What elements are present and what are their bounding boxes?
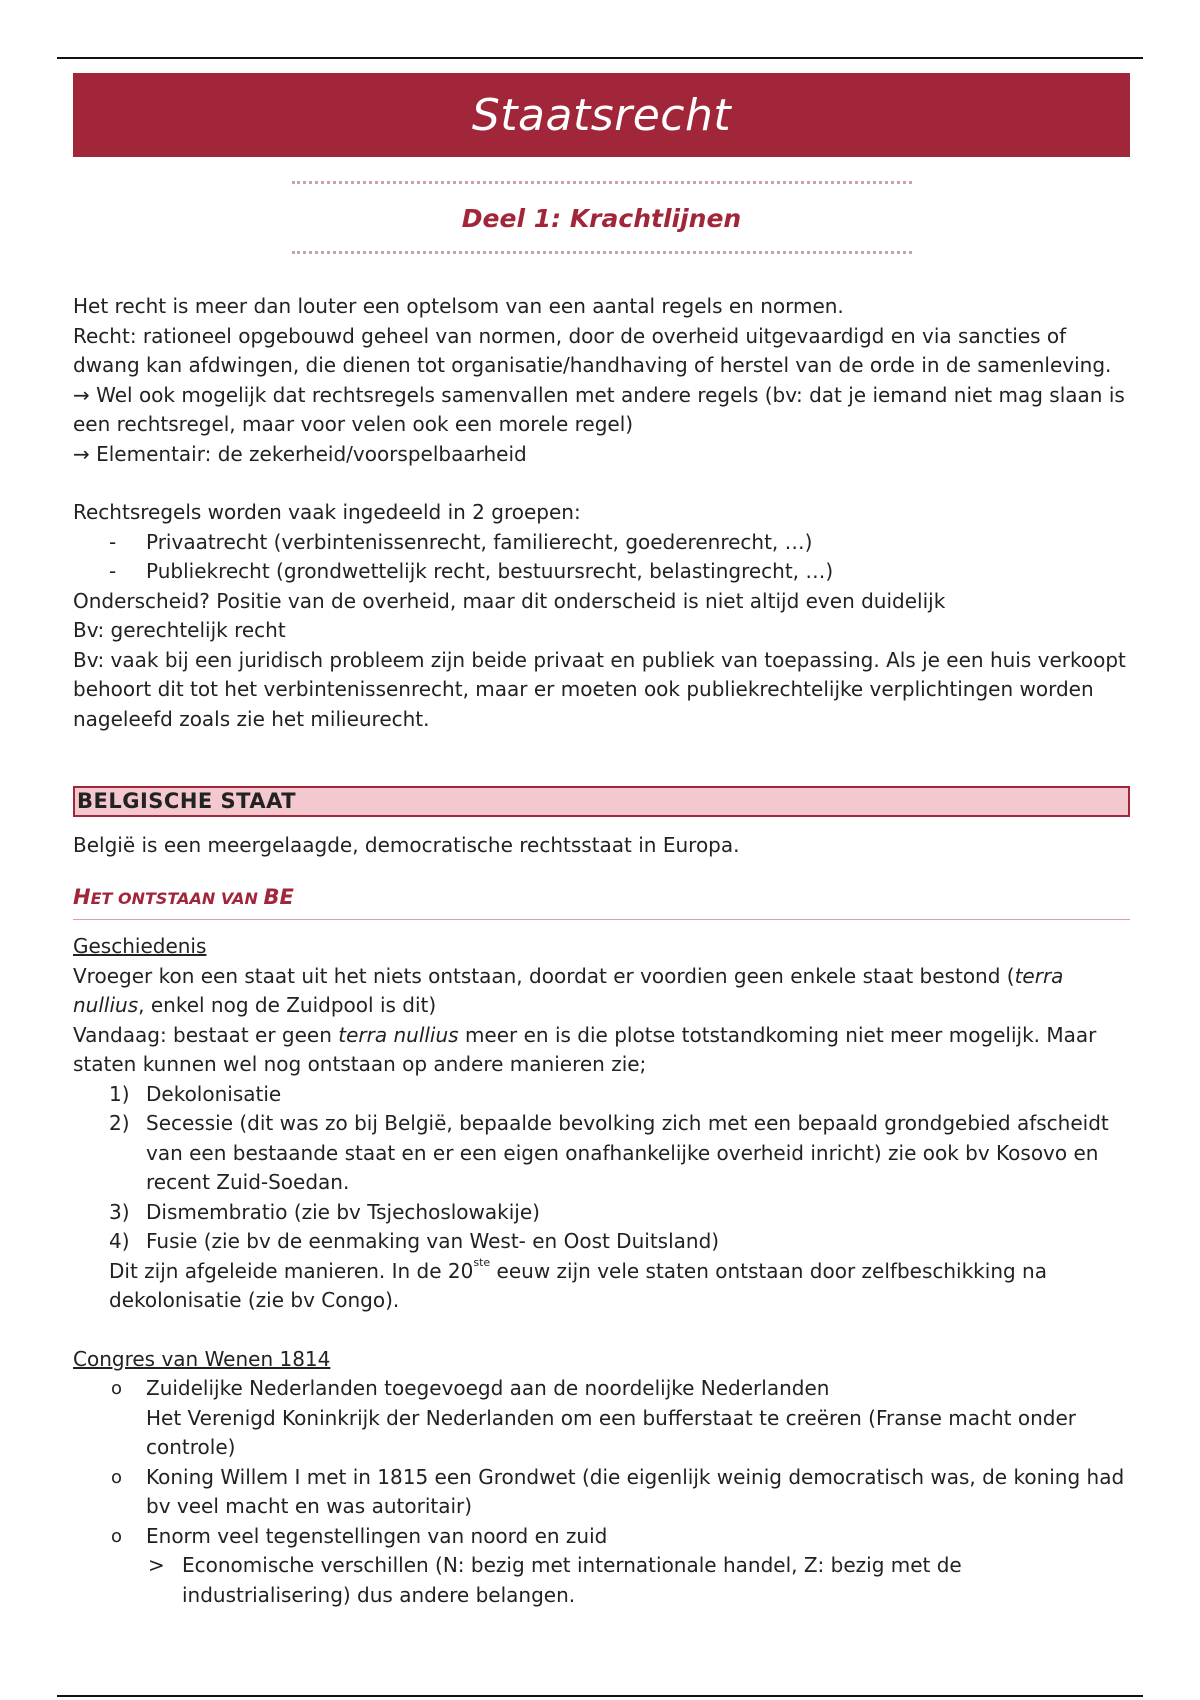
list-item: o Zuidelijke Nederlanden toegevoegd aan de noordelijke Nederlanden Het Verenigd Koninkrijk der Nederlanden om een bufferstaat te creëren (Franse macht onder controle) (111, 1376, 1076, 1459)
ontstaan-list (73, 1080, 1130, 1257)
list-item: 1) Dekolonisatie (109, 1081, 282, 1106)
geschiedenis-p2: Vandaag: bestaat er geen terra nullius meer en is die plotse totstandkoming niet meer mogelijk. Maar staten kunnen wel nog ontstaan op andere manieren zie; (73, 1022, 1097, 1076)
intro-line-2: Recht: rationeel opgebouwd geheel van normen, door de overheid uitgevaardigd en via sancties of dwang kan afdwingen, die dienen tot organisatie/handhaving of herstel van de orde in de samenleving. (73, 323, 1112, 377)
groups-intro: Rechtsregels worden vaak ingedeeld in 2 groepen: (73, 500, 581, 524)
list-item: 2) Secessie (dit was zo bij België, bepaalde bevolking zich met een bepaald grondgebied afscheidt van een bestaande staat en er een eigen onafhankelijke overheid inricht) zie ook bv Kosovo en recent Zuid-Soedan. (109, 1111, 1109, 1194)
congres-sublist (73, 1551, 1130, 1610)
section-heading-belgische-staat: BELGISCHE STAAT (73, 786, 1130, 817)
document-page (73, 73, 1130, 1610)
groups-list (73, 528, 1130, 587)
list-item: 4) Fusie (zie bv de eenmaking van West- en Oost Duitsland) (109, 1229, 720, 1253)
title-banner (73, 73, 1130, 157)
intro-line-1: Het recht is meer dan louter een optelsom van een aantal regels en normen. (73, 294, 844, 318)
belgie-intro: België is een meergelaagde, democratische rechtsstaat in Europa. (73, 833, 740, 857)
top-rule (57, 57, 1143, 59)
bottom-rule (57, 1695, 1143, 1697)
geschiedenis-heading: Geschiedenis (73, 934, 207, 958)
congres-heading: Congres van Wenen 1814 (73, 1346, 331, 1371)
intro-line-4: → Elementair: de zekerheid/voorspelbaarheid (73, 441, 527, 466)
dotted-divider-bottom (292, 251, 912, 254)
dotted-divider-top (292, 181, 912, 184)
list-item: o Enorm veel tegenstellingen van noord en zuid (111, 1523, 608, 1548)
congres-list (73, 1374, 1130, 1551)
document-body (73, 292, 1130, 1610)
list-item: > Economische verschillen (N: bezig met internationale handel, Z: bezig met de industrialisering) dus andere belangen. (148, 1553, 962, 1607)
list-item: 3) Dismembratio (zie bv Tsjechoslowakije) (109, 1199, 540, 1224)
groups-after-3: Bv: vaak bij een juridisch probleem zijn beide privaat en publiek van toepassing. Als je een huis verkoopt behoort dit tot het verbintenissenrecht, maar er moeten ook publiekrechtelijke verplichtingen worden nageleefd zoals zie het milieurecht. (73, 647, 1126, 731)
intro-line-3: → Wel ook mogelijk dat rechtsregels samenvallen met andere regels (bv: dat je iemand niet mag slaan is een rechtsregel, maar voor velen ook een morele regel) (73, 382, 1125, 436)
list-item: - Publiekrecht (grondwettelijk recht, bestuursrecht, belastingrecht, …) (109, 559, 834, 583)
list-item: - Privaatrecht (verbintenissenrecht, familierecht, goederenrecht, …) (109, 529, 813, 554)
geschiedenis-after: Dit zijn afgeleide manieren. In de 20ste eeuw zijn vele staten ontstaan door zelfbeschikking na dekolonisatie (zie bv Congo). (109, 1255, 1047, 1312)
groups-after-2: Bv: gerechtelijk recht (73, 618, 286, 642)
groups-after-1: Onderscheid? Positie van de overheid, maar dit onderscheid is niet altijd even duidelijk (73, 588, 946, 613)
geschiedenis-p1: Vroeger kon een staat uit het niets ontstaan, doordat er voordien geen enkele staat bestond (terra nullius, enkel nog de Zuidpool is dit) (73, 963, 1064, 1017)
list-item: o Koning Willem I met in 1815 een Grondwet (die eigenlijk weinig democratisch was, de koning had bv veel macht en was autoritair) (111, 1464, 1125, 1518)
subheading-ontstaan: HET ONTSTAAN VAN BE (73, 883, 1130, 921)
document-subtitle: Deel 1: Krachtlijnen (461, 204, 742, 233)
document-title: Staatsrecht (471, 89, 732, 141)
